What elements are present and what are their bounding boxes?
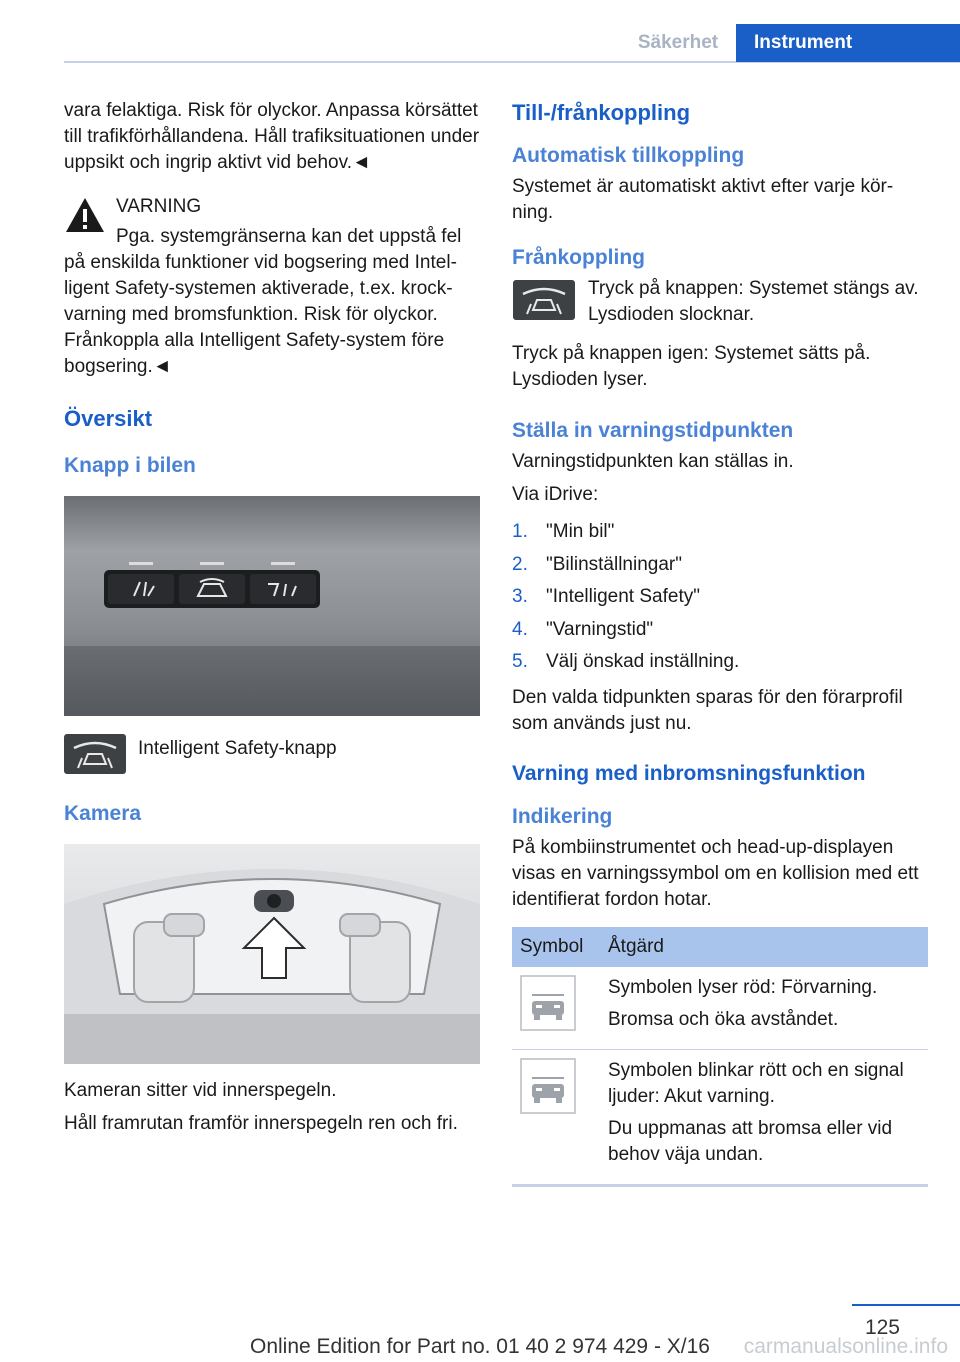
step-text: "Min bil" [546,521,615,542]
heading-oversikt: Översikt [64,406,153,431]
heading-stalla-in: Ställa in varningstidpunkten [512,419,794,442]
table-header-atgard: Åtgärd [600,927,928,967]
heading-automatisk-tillkoppling: Automatisk tillkoppling [512,144,745,167]
tab-sakerhet[interactable]: Säkerhet [637,32,719,53]
button-panel-photo [64,496,480,716]
action-cell [600,967,928,1050]
button-caption-row [64,730,480,778]
step-text: Välj önskad inställning. [546,651,740,672]
step-text: "Bilinställningar" [546,553,682,575]
camera-text-1: Kameran sitter vid innerspegeln. [64,1080,337,1101]
left-column [64,98,480,1144]
step-text: "Varningstid" [546,618,654,640]
heading-varning-inbromsning: Varning med inbromsningsfunktion [512,761,866,785]
after-steps-text: Den valda tidpunkten sparas för den förarprofil som används just nu. [512,686,903,734]
frankoppling-row [512,276,928,335]
row2-line1: Symbolen blinkar rött och en signal ljuder: Akut varning. [608,1059,904,1107]
list-item [512,516,928,549]
step-text: "Intelligent Safety" [546,586,700,607]
table-row [512,1049,928,1185]
table-header-row [512,927,928,967]
tab-instrument[interactable]: Instrument [736,24,960,62]
warning-triangle-icon [64,196,106,234]
list-item [512,646,928,679]
heading-knapp-i-bilen: Knapp i bilen [64,454,196,477]
car-warning-icon [520,975,576,1031]
symbol-cell [512,1049,600,1185]
frankoppling-text: Tryck på knappen: Systemet stängs av. Lysdioden slocknar. [588,278,919,325]
intelligent-safety-button-icon [512,280,576,320]
indikering-text: På kombiinstrumentet och head-up-displayen visas en varningssymbol om en kollision med ett identifierat fordon hotar. [512,836,919,910]
auto-text: Systemet är automatiskt aktivt efter varje körning. [512,176,894,223]
step-number: 2. [512,553,528,575]
warning-block [64,194,480,380]
intelligent-safety-button-icon [64,734,126,774]
page-number-rule [852,1304,960,1306]
heading-till-frankoppling: Till-/frånkoppling [512,100,691,125]
stalla-text: Varningstidpunkten kan ställas in. [512,451,794,472]
table-header-symbol: Symbol [512,927,600,967]
step-number: 4. [512,618,528,640]
row2-line2: Du uppmanas att bromsa eller vid behov väja undan. [608,1117,893,1165]
step-number: 5. [512,651,528,672]
heading-indikering: Indikering [512,804,613,828]
table-row [512,967,928,1050]
heading-frankoppling: Frånkoppling [512,246,645,269]
igen-text: Tryck på knappen igen: Systemet sätts på. Lysdioden lyser. [512,343,871,390]
watermark: carmanualsonline.info [743,1335,948,1358]
camera-photo [64,844,480,1064]
row1-line2: Bromsa och öka avståndet. [608,1008,839,1030]
via-idrive: Via iDrive: [512,484,599,505]
warning-text: Pga. systemgränserna kan det uppstå fel på enskilda funktioner vid bogsering med Intelligent Safety-systemen aktiverade, t.ex. krockvarning med bromsfunktion. Risk för olyckor. Frånkoppla alla Intelligent Safety-system före bogsering.◄ [64,226,462,377]
action-cell [600,1049,928,1185]
warning-title: VARNING [116,196,202,217]
right-column [512,98,928,1187]
camera-text-2: Håll framrutan framför innerspegeln ren och fri. [64,1113,458,1134]
heading-kamera: Kamera [64,802,142,825]
intro-text: vara felaktiga. Risk för olyckor. Anpassa körsättet till trafikförhållandena. Håll trafiksituationen under uppsikt och ingrip aktivt vid behov.◄ [64,100,480,173]
edition-footer: Online Edition for Part no. 01 40 2 974 429 - X/16 [250,1335,710,1358]
step-number: 3. [512,586,528,607]
step-number: 1. [512,521,528,542]
steps-list [512,516,928,679]
symbol-cell [512,967,600,1050]
list-item [512,549,928,582]
button-caption: Intelligent Safety-knapp [138,738,337,759]
list-item [512,614,928,647]
page-number: 125 [864,1316,900,1339]
row1-line1: Symbolen lyser röd: Förvarning. [608,976,878,998]
symbol-table [512,927,928,1187]
car-warning-icon [520,1058,576,1114]
list-item [512,581,928,614]
